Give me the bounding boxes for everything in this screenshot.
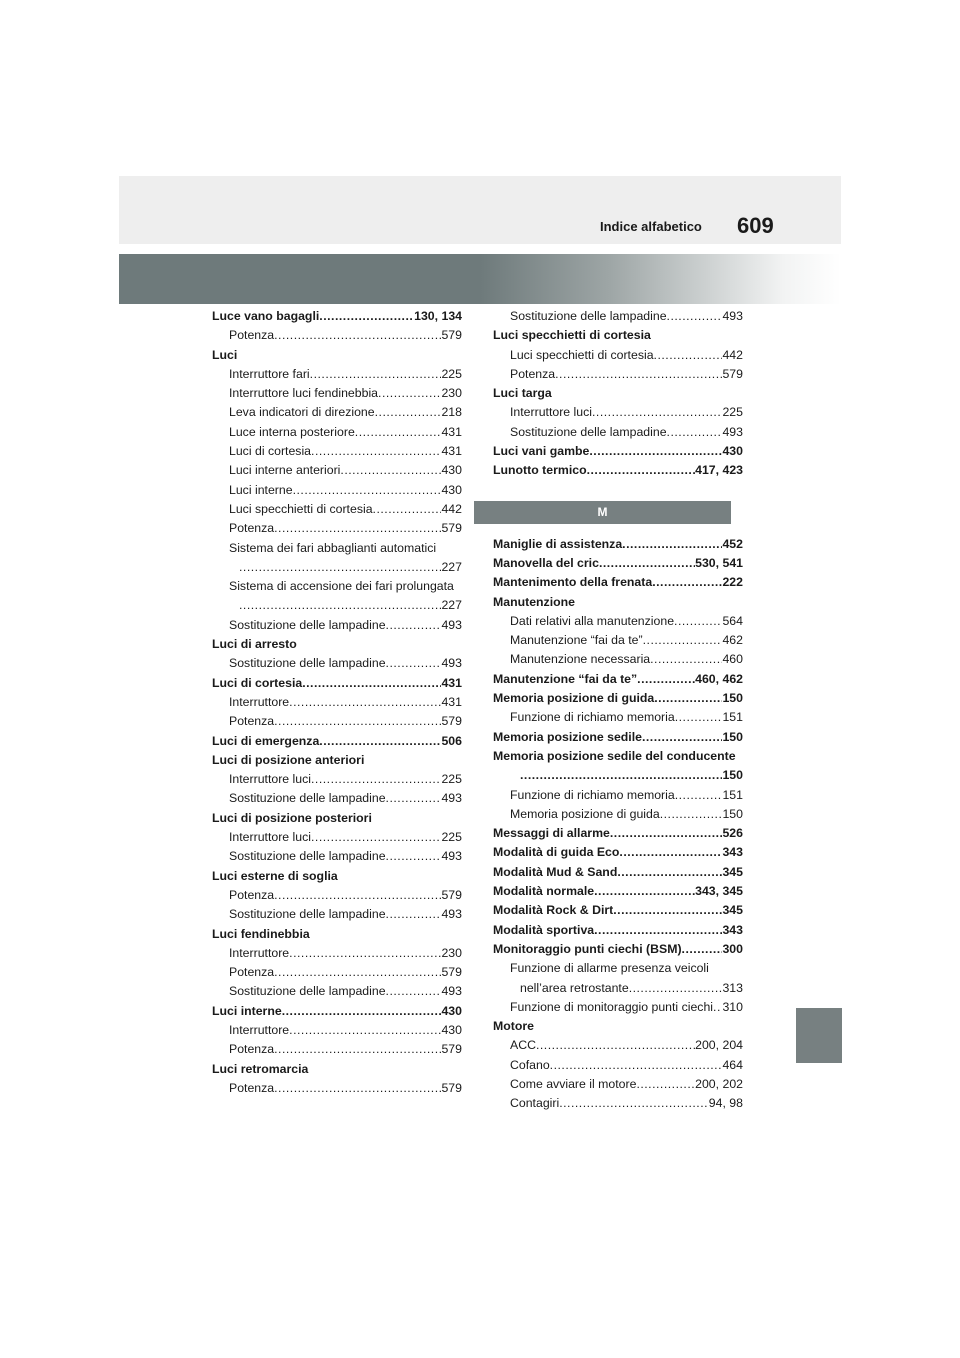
entry-label: Motore bbox=[493, 1019, 534, 1034]
page-ref: 462 bbox=[722, 633, 743, 648]
page-ref: 150 bbox=[722, 768, 743, 783]
index-entry bbox=[493, 573, 743, 592]
index-subentry bbox=[493, 959, 743, 978]
leader-dots bbox=[310, 365, 442, 384]
page-ref: 493 bbox=[441, 984, 462, 999]
index-entry bbox=[212, 925, 462, 944]
page-ref: 493 bbox=[441, 791, 462, 806]
page-ref: 343 bbox=[722, 845, 743, 860]
index-entry bbox=[493, 593, 743, 612]
entry-label: Sostituzione delle lampadine bbox=[229, 791, 386, 806]
leader-dots bbox=[592, 403, 722, 422]
page-ref: 431 bbox=[441, 694, 462, 709]
page-ref: 579 bbox=[441, 1080, 462, 1095]
index-entry bbox=[212, 307, 462, 326]
index-subentry bbox=[212, 905, 462, 924]
index-subentry bbox=[212, 1079, 462, 1098]
leader-dots bbox=[636, 1075, 695, 1094]
page-ref: 564 bbox=[722, 613, 743, 628]
entry-label: Interruttore luci bbox=[510, 405, 593, 420]
index-entry bbox=[493, 689, 743, 708]
index-subentry bbox=[212, 693, 462, 712]
index-subentry bbox=[493, 423, 743, 442]
leader-dots bbox=[619, 843, 722, 862]
index-entry bbox=[212, 1002, 462, 1021]
leader-dots bbox=[373, 500, 442, 519]
page-ref: 230 bbox=[441, 945, 462, 960]
page-ref: 430 bbox=[441, 1022, 462, 1037]
leader-dots bbox=[594, 921, 722, 940]
entry-label: Mantenimento della frenata bbox=[493, 575, 653, 590]
index-subentry bbox=[212, 1040, 462, 1059]
index-subentry bbox=[212, 944, 462, 963]
index-subentry bbox=[212, 461, 462, 480]
index-subentry bbox=[493, 1036, 743, 1055]
index-subentry bbox=[212, 616, 462, 635]
index-subentry bbox=[212, 789, 462, 808]
index-entry bbox=[493, 384, 743, 403]
leader-dots bbox=[386, 789, 442, 808]
leader-dots bbox=[682, 940, 723, 959]
index-entry bbox=[212, 1060, 462, 1079]
entry-label: Potenza bbox=[510, 366, 556, 381]
index-subentry bbox=[212, 886, 462, 905]
page-ref: 343, 345 bbox=[695, 884, 743, 899]
index-entry bbox=[493, 747, 743, 766]
entry-label: Potenza bbox=[229, 521, 275, 536]
leader-dots bbox=[654, 689, 722, 708]
page-ref: 493 bbox=[441, 617, 462, 632]
page-ref: 313 bbox=[722, 980, 743, 995]
leader-dots bbox=[642, 728, 723, 747]
index-subentry bbox=[493, 650, 743, 669]
index-subentry bbox=[493, 612, 743, 631]
page-ref: 130, 134 bbox=[414, 309, 462, 323]
leader-dots bbox=[674, 612, 722, 631]
index-entry bbox=[212, 635, 462, 654]
page-ref: 526 bbox=[722, 826, 743, 841]
page-ref: 345 bbox=[722, 903, 743, 918]
index-entry bbox=[212, 346, 462, 365]
leader-dots bbox=[713, 998, 722, 1017]
leader-dots bbox=[555, 365, 722, 384]
page-ref: 579 bbox=[441, 521, 462, 536]
entry-label: Sostituzione delle lampadine bbox=[229, 984, 386, 999]
leader-dots bbox=[594, 882, 695, 901]
leader-dots bbox=[622, 535, 722, 554]
entry-label: Manutenzione necessaria bbox=[510, 652, 651, 667]
leader-dots bbox=[302, 674, 441, 693]
index-entry bbox=[493, 843, 743, 862]
entry-label: Memoria posizione di guida bbox=[493, 691, 655, 706]
entry-label: Monitoraggio punti ciechi (BSM) bbox=[493, 941, 682, 956]
index-entry bbox=[493, 535, 743, 554]
leader-dots bbox=[652, 573, 722, 592]
index-entry bbox=[493, 882, 743, 901]
leader-dots bbox=[274, 886, 441, 905]
index-subentry bbox=[212, 365, 462, 384]
page-ref: 493 bbox=[441, 907, 462, 922]
page-ref: 442 bbox=[441, 501, 462, 516]
page-ref: 430 bbox=[441, 463, 462, 478]
page-ref: 417, 423 bbox=[695, 463, 743, 478]
leader-dots bbox=[613, 901, 722, 920]
leader-dots bbox=[667, 307, 723, 326]
leader-dots bbox=[650, 650, 722, 669]
leader-dots bbox=[375, 403, 442, 422]
page-ref: 150 bbox=[722, 729, 743, 744]
entry-label: Sistema dei fari abbaglianti automatici bbox=[229, 540, 437, 555]
entry-label: Sostituzione delle lampadine bbox=[229, 617, 386, 632]
index-subentry bbox=[212, 326, 462, 345]
index-column-right bbox=[493, 307, 743, 1114]
page-ref: 94, 98 bbox=[708, 1096, 743, 1111]
page-ref: 227 bbox=[441, 559, 462, 574]
section-letter-bar: M bbox=[474, 501, 731, 524]
index-column-left bbox=[212, 307, 462, 1098]
leader-dots bbox=[289, 944, 441, 963]
index-subentry bbox=[212, 423, 462, 442]
entry-label: Potenza bbox=[229, 1042, 275, 1057]
header-band bbox=[119, 254, 841, 304]
page-ref: 225 bbox=[441, 772, 462, 787]
entry-label: Luci di cortesia bbox=[229, 444, 312, 459]
entry-label: Manovella del cric bbox=[493, 555, 599, 570]
index-subentry bbox=[493, 631, 743, 650]
entry-label: Modalità Rock & Dirt bbox=[493, 903, 614, 918]
page-ref: 225 bbox=[722, 405, 743, 420]
index-subentry bbox=[493, 708, 743, 727]
page-ref: 225 bbox=[441, 830, 462, 845]
leader-dots bbox=[599, 554, 695, 573]
leader-dots bbox=[274, 326, 441, 345]
page-ref: 579 bbox=[441, 328, 462, 343]
entry-label: Contagiri bbox=[510, 1096, 560, 1111]
entry-label: Luci di emergenza bbox=[212, 733, 320, 748]
page-ref: 430 bbox=[722, 444, 743, 459]
page-ref: 493 bbox=[441, 656, 462, 671]
leader-dots bbox=[520, 766, 722, 785]
index-subentry bbox=[212, 442, 462, 461]
index-entry bbox=[493, 442, 743, 461]
leader-dots bbox=[311, 770, 441, 789]
leader-dots bbox=[654, 346, 723, 365]
leader-dots bbox=[610, 824, 723, 843]
index-subentry bbox=[493, 998, 743, 1017]
index-subentry bbox=[212, 384, 462, 403]
entry-label: Modalità sportiva bbox=[493, 922, 595, 937]
page-ref: 506 bbox=[441, 733, 462, 748]
page-ref: 218 bbox=[441, 405, 462, 420]
index-subentry bbox=[212, 539, 462, 558]
index-entry bbox=[493, 1017, 743, 1036]
index-subentry bbox=[493, 346, 743, 365]
leader-dots bbox=[386, 654, 442, 673]
entry-label: Luci vani gambe bbox=[493, 444, 590, 459]
leader-dots bbox=[660, 805, 723, 824]
leader-dots bbox=[643, 631, 723, 650]
entry-label: Luci di posizione anteriori bbox=[212, 752, 365, 767]
index-entry bbox=[212, 674, 462, 693]
index-subentry bbox=[493, 766, 743, 785]
entry-label: Interruttore bbox=[229, 1022, 290, 1037]
leader-dots bbox=[386, 982, 442, 1001]
entry-label: Funzione di allarme presenza veicoli bbox=[510, 961, 709, 976]
page-ref: 493 bbox=[722, 309, 743, 323]
page-ref: 579 bbox=[441, 1042, 462, 1057]
page-ref: 300 bbox=[722, 941, 743, 956]
entry-label: Funzione di monitoraggio punti ciechi bbox=[510, 999, 714, 1014]
entry-label: nell’area retrostante bbox=[520, 980, 629, 995]
entry-label: Modalità di guida Eco bbox=[493, 845, 620, 860]
entry-label: Manutenzione bbox=[493, 594, 575, 609]
leader-dots bbox=[282, 1002, 442, 1021]
page-ref: 225 bbox=[441, 366, 462, 381]
entry-label: Luci retromarcia bbox=[212, 1061, 309, 1076]
index-subentry bbox=[212, 558, 462, 577]
leader-dots bbox=[587, 461, 696, 480]
entry-label: Memoria posizione di guida bbox=[510, 806, 660, 821]
index-subentry bbox=[212, 654, 462, 673]
leader-dots bbox=[293, 481, 442, 500]
leader-dots bbox=[239, 558, 441, 577]
index-subentry bbox=[493, 1056, 743, 1075]
entry-label: Sostituzione delle lampadine bbox=[510, 309, 667, 323]
entry-label: Modalità Mud & Sand bbox=[493, 864, 618, 879]
leader-dots bbox=[675, 708, 723, 727]
index-subentry bbox=[212, 712, 462, 731]
page-ref: 442 bbox=[722, 347, 743, 362]
index-subentry bbox=[212, 500, 462, 519]
page-ref: 579 bbox=[722, 366, 743, 381]
page-ref: 343 bbox=[722, 922, 743, 937]
leader-dots bbox=[355, 423, 442, 442]
leader-dots bbox=[667, 423, 723, 442]
entry-label: Luci interne bbox=[229, 482, 293, 497]
entry-label: Potenza bbox=[229, 887, 275, 902]
entry-label: Luce interna posteriore bbox=[229, 424, 355, 439]
leader-dots bbox=[289, 693, 441, 712]
page-ref: 200, 204 bbox=[695, 1038, 743, 1053]
entry-label: Luci esterne di soglia bbox=[212, 868, 338, 883]
index-entry bbox=[493, 921, 743, 940]
page-ref: 222 bbox=[722, 575, 743, 590]
index-entry bbox=[493, 728, 743, 747]
page-ref: 464 bbox=[722, 1057, 743, 1072]
entry-label: Luci interne bbox=[212, 1003, 282, 1018]
page-ref: 452 bbox=[722, 536, 743, 551]
leader-dots bbox=[617, 863, 722, 882]
index-subentry bbox=[493, 307, 743, 326]
index-subentry bbox=[212, 847, 462, 866]
index-subentry bbox=[212, 828, 462, 847]
entry-label: Sistema di accensione dei fari prolungata bbox=[229, 579, 454, 594]
page-ref: 530, 541 bbox=[695, 555, 743, 570]
page-ref: 345 bbox=[722, 864, 743, 879]
leader-dots bbox=[386, 616, 442, 635]
entry-label: Manutenzione “fai da te” bbox=[493, 671, 638, 686]
leader-dots bbox=[319, 307, 414, 326]
index-subentry bbox=[212, 982, 462, 1001]
leader-dots bbox=[274, 963, 441, 982]
entry-label: Memoria posizione sedile del conducente bbox=[493, 748, 736, 763]
leader-dots bbox=[378, 384, 441, 403]
entry-label: Interruttore bbox=[229, 694, 290, 709]
page-number: 609 bbox=[737, 213, 774, 238]
index-list-l-continued bbox=[493, 307, 743, 481]
leader-dots bbox=[340, 461, 441, 480]
leader-dots bbox=[274, 1079, 441, 1098]
index-subentry bbox=[212, 963, 462, 982]
entry-label: Dati relativi alla manutenzione bbox=[510, 613, 675, 628]
page-ref: 310 bbox=[722, 999, 743, 1014]
leader-dots bbox=[589, 442, 722, 461]
index-entry bbox=[493, 326, 743, 345]
page-ref: 150 bbox=[722, 691, 743, 706]
entry-label: Luci fendinebbia bbox=[212, 926, 310, 941]
leader-dots bbox=[536, 1036, 695, 1055]
index-subentry bbox=[212, 577, 462, 596]
index-entry bbox=[493, 554, 743, 573]
entry-label: Come avviare il motore bbox=[510, 1076, 637, 1091]
entry-label: Potenza bbox=[229, 328, 275, 343]
leader-dots bbox=[629, 979, 723, 998]
index-list-m bbox=[493, 535, 743, 1114]
entry-label: Luci di cortesia bbox=[212, 675, 303, 690]
leader-dots bbox=[311, 828, 441, 847]
index-entry bbox=[493, 901, 743, 920]
leader-dots bbox=[311, 442, 441, 461]
entry-label: Modalità normale bbox=[493, 884, 595, 899]
page-ref: 579 bbox=[441, 965, 462, 980]
entry-label: Interruttore bbox=[229, 945, 290, 960]
section-title: Indice alfabetico bbox=[600, 219, 702, 234]
entry-label: Sostituzione delle lampadine bbox=[229, 849, 386, 864]
page-ref: 151 bbox=[722, 710, 743, 725]
leader-dots bbox=[386, 847, 442, 866]
page-ref: 150 bbox=[722, 806, 743, 821]
index-entry bbox=[493, 863, 743, 882]
entry-label: Sostituzione delle lampadine bbox=[229, 907, 386, 922]
leader-dots bbox=[274, 712, 441, 731]
index-subentry bbox=[212, 403, 462, 422]
leader-dots bbox=[386, 905, 442, 924]
page-ref: 227 bbox=[441, 598, 462, 613]
index-subentry bbox=[212, 519, 462, 538]
entry-label: Luci interne anteriori bbox=[229, 463, 341, 478]
index-subentry bbox=[493, 403, 743, 422]
index-entry bbox=[493, 461, 743, 480]
leader-dots bbox=[675, 786, 723, 805]
entry-label: Interruttore luci bbox=[229, 830, 312, 845]
page-ref: 579 bbox=[441, 887, 462, 902]
entry-label: Maniglie di assistenza bbox=[493, 536, 623, 551]
entry-label: Sostituzione delle lampadine bbox=[229, 656, 386, 671]
page-ref: 230 bbox=[441, 386, 462, 401]
page-ref: 431 bbox=[441, 675, 462, 690]
entry-label: Interruttore luci fendinebbia bbox=[229, 386, 379, 401]
page-header bbox=[119, 176, 841, 244]
page-ref: 200, 202 bbox=[695, 1076, 743, 1091]
entry-label: Luci specchietti di cortesia bbox=[510, 347, 654, 362]
page-ref: 431 bbox=[441, 444, 462, 459]
entry-label: Memoria posizione sedile bbox=[493, 729, 642, 744]
index-subentry bbox=[212, 481, 462, 500]
entry-label: Cofano bbox=[510, 1057, 550, 1072]
entry-label: Leva indicatori di direzione bbox=[229, 405, 375, 420]
index-entry bbox=[493, 940, 743, 959]
index-subentry bbox=[493, 805, 743, 824]
entry-label: ACC bbox=[510, 1038, 536, 1053]
leader-dots bbox=[559, 1094, 709, 1113]
entry-label: Luce vano bagagli bbox=[212, 309, 320, 323]
page-ref: 493 bbox=[722, 424, 743, 439]
entry-label: Manutenzione “fai da te” bbox=[510, 633, 643, 648]
entry-label: Luci di posizione posteriori bbox=[212, 810, 372, 825]
page-ref: 579 bbox=[441, 714, 462, 729]
index-subentry bbox=[212, 1021, 462, 1040]
entry-label: Luci bbox=[212, 347, 238, 362]
index-entry bbox=[212, 751, 462, 770]
page-ref: 430 bbox=[441, 482, 462, 497]
index-subentry bbox=[212, 596, 462, 615]
leader-dots bbox=[319, 732, 441, 751]
page-ref: 460, 462 bbox=[695, 671, 743, 686]
leader-dots bbox=[289, 1021, 441, 1040]
entry-label: Sostituzione delle lampadine bbox=[510, 424, 667, 439]
entry-label: Interruttore fari bbox=[229, 366, 310, 381]
entry-label: Funzione di richiamo memoria bbox=[510, 710, 675, 725]
page-ref: 431 bbox=[441, 424, 462, 439]
index-entry bbox=[212, 809, 462, 828]
index-entry bbox=[212, 867, 462, 886]
page-ref: 151 bbox=[722, 787, 743, 802]
thumb-index-tab bbox=[796, 1008, 842, 1063]
entry-label: Funzione di richiamo memoria bbox=[510, 787, 675, 802]
page-ref: 493 bbox=[441, 849, 462, 864]
entry-label: Potenza bbox=[229, 965, 275, 980]
leader-dots bbox=[550, 1056, 723, 1075]
page-ref: 430 bbox=[441, 1003, 462, 1018]
index-entry bbox=[212, 732, 462, 751]
leader-dots bbox=[239, 596, 441, 615]
index-subentry bbox=[493, 979, 743, 998]
index-subentry bbox=[212, 770, 462, 789]
entry-label: Luci di arresto bbox=[212, 637, 297, 652]
leader-dots bbox=[274, 519, 441, 538]
page-ref: 460 bbox=[722, 652, 743, 667]
index-subentry bbox=[493, 786, 743, 805]
index-subentry bbox=[493, 1094, 743, 1113]
leader-dots bbox=[637, 670, 695, 689]
index-entry bbox=[493, 670, 743, 689]
index-entry bbox=[493, 824, 743, 843]
entry-label: Luci specchietti di cortesia bbox=[229, 501, 373, 516]
entry-label: Potenza bbox=[229, 714, 275, 729]
entry-label: Interruttore luci bbox=[229, 772, 312, 787]
entry-label: Lunotto termico bbox=[493, 463, 587, 478]
index-subentry bbox=[493, 365, 743, 384]
index-subentry bbox=[493, 1075, 743, 1094]
entry-label: Messaggi di allarme bbox=[493, 826, 610, 841]
entry-label: Luci targa bbox=[493, 386, 552, 401]
entry-label: Potenza bbox=[229, 1080, 275, 1095]
entry-label: Luci specchietti di cortesia bbox=[493, 328, 651, 343]
leader-dots bbox=[274, 1040, 441, 1059]
